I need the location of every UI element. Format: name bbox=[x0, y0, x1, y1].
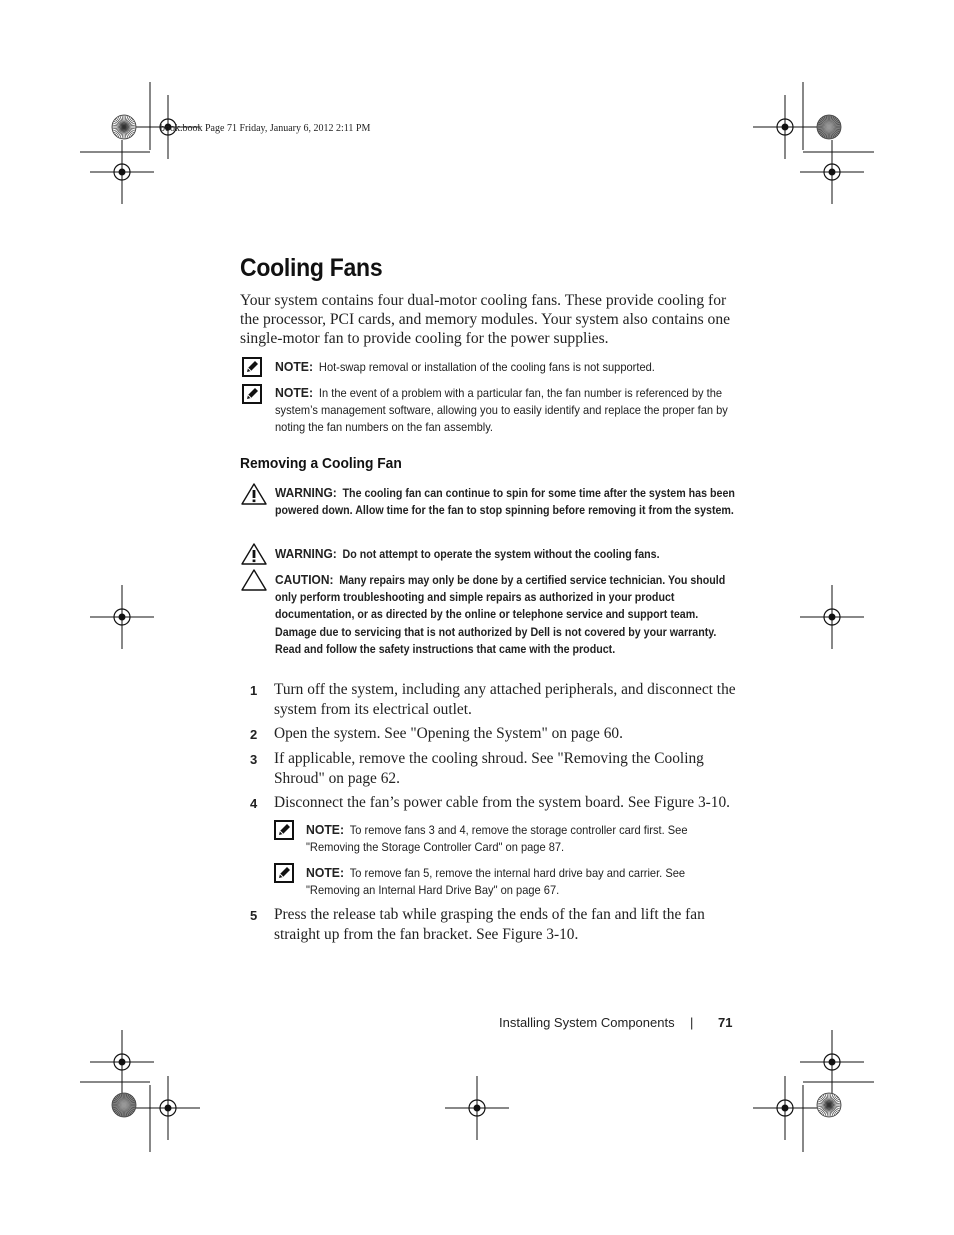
step-number: 3 bbox=[250, 752, 258, 767]
note-text: In the event of a problem with a particular fan, the fan number is referenced by the system’s management software, allowing you to easily identify and replace the proper fan by noting the fan numbers on the fan assembly. bbox=[275, 386, 728, 434]
subsection-title: Removing a Cooling Fan bbox=[240, 455, 402, 472]
page-title: Cooling Fans bbox=[240, 254, 383, 282]
step-text: Open the system. See "Opening the System" on page 60. bbox=[274, 725, 623, 742]
note-pencil-icon bbox=[242, 384, 262, 409]
step-text: Disconnect the fan’s power cable from the system board. See Figure 3-10. bbox=[274, 794, 731, 811]
note-label: NOTE: bbox=[275, 359, 314, 374]
step-number: 5 bbox=[250, 908, 258, 923]
caution-repairs bbox=[275, 571, 737, 658]
note-label: NOTE: bbox=[306, 822, 345, 837]
warning-text: The cooling fan can continue to spin for some time after the system has been powered down. Allow time for the fan to stop spinning before removing it from the system. bbox=[275, 487, 735, 518]
caution-label: CAUTION: bbox=[275, 572, 334, 587]
step-number: 4 bbox=[250, 796, 258, 811]
note-label: NOTE: bbox=[306, 865, 345, 880]
step-text: If applicable, remove the cooling shroud. See "Removing the Cooling Shroud" on page 62. bbox=[274, 750, 704, 787]
note-storage-controller bbox=[306, 821, 734, 856]
step-text: Turn off the system, including any attached peripherals, and disconnect the system from its electrical outlet. bbox=[274, 681, 736, 718]
warning-triangle-icon bbox=[241, 483, 267, 510]
note-hard-drive-bay bbox=[306, 864, 734, 899]
step-number: 1 bbox=[250, 683, 258, 698]
warning-no-fans bbox=[275, 545, 735, 563]
note-fan-number bbox=[275, 384, 736, 436]
step-text: Press the release tab while grasping the ends of the fan and lift the fan straight up from the fan bracket. See Figure 3-10. bbox=[274, 906, 705, 943]
print-slug: book.book Page 71 Friday, January 6, 2012 2:11 PM bbox=[160, 123, 371, 134]
note-label: NOTE: bbox=[275, 385, 314, 400]
step-number: 2 bbox=[250, 727, 258, 742]
footer-page-number: 71 bbox=[718, 1015, 733, 1030]
footer-chapter: Installing System Components bbox=[499, 1015, 675, 1030]
warning-fan-spin bbox=[275, 484, 735, 519]
note-pencil-icon bbox=[242, 357, 262, 382]
warning-label: WARNING: bbox=[275, 546, 337, 561]
note-text: To remove fans 3 and 4, remove the storage controller card first. See "Removing the Storage Controller Card" on page 87. bbox=[306, 823, 688, 854]
footer-separator: | bbox=[690, 1015, 694, 1030]
note-text: To remove fan 5, remove the internal hard drive bay and carrier. See "Removing an Internal Hard Drive Bay" on page 67. bbox=[306, 866, 686, 897]
warning-label: WARNING: bbox=[275, 485, 337, 500]
caution-text: Many repairs may only be done by a certified service technician. You should only perform troubleshooting and simple repairs as authorized in your product documentation, or as directed by the online or telephone service and support team. Damage due to servicing that is not authorized by Dell is not covered by your warranty. Read and follow the safety instructions that came with the product. bbox=[275, 574, 726, 656]
note-text: Hot-swap removal or installation of the cooling fans is not supported. bbox=[318, 360, 655, 374]
note-hot-swap bbox=[275, 358, 736, 376]
warning-text: Do not attempt to operate the system without the cooling fans. bbox=[342, 548, 660, 561]
note-pencil-icon bbox=[274, 820, 294, 845]
intro-paragraph: Your system contains four dual-motor cooling fans. These provide cooling for the processor, PCI cards, and memory modules. Your system also contains one single-motor fan to provide cooling for the power supplies. bbox=[240, 292, 731, 347]
caution-triangle-icon bbox=[241, 569, 267, 596]
note-pencil-icon bbox=[274, 863, 294, 888]
warning-triangle-icon bbox=[241, 543, 267, 570]
